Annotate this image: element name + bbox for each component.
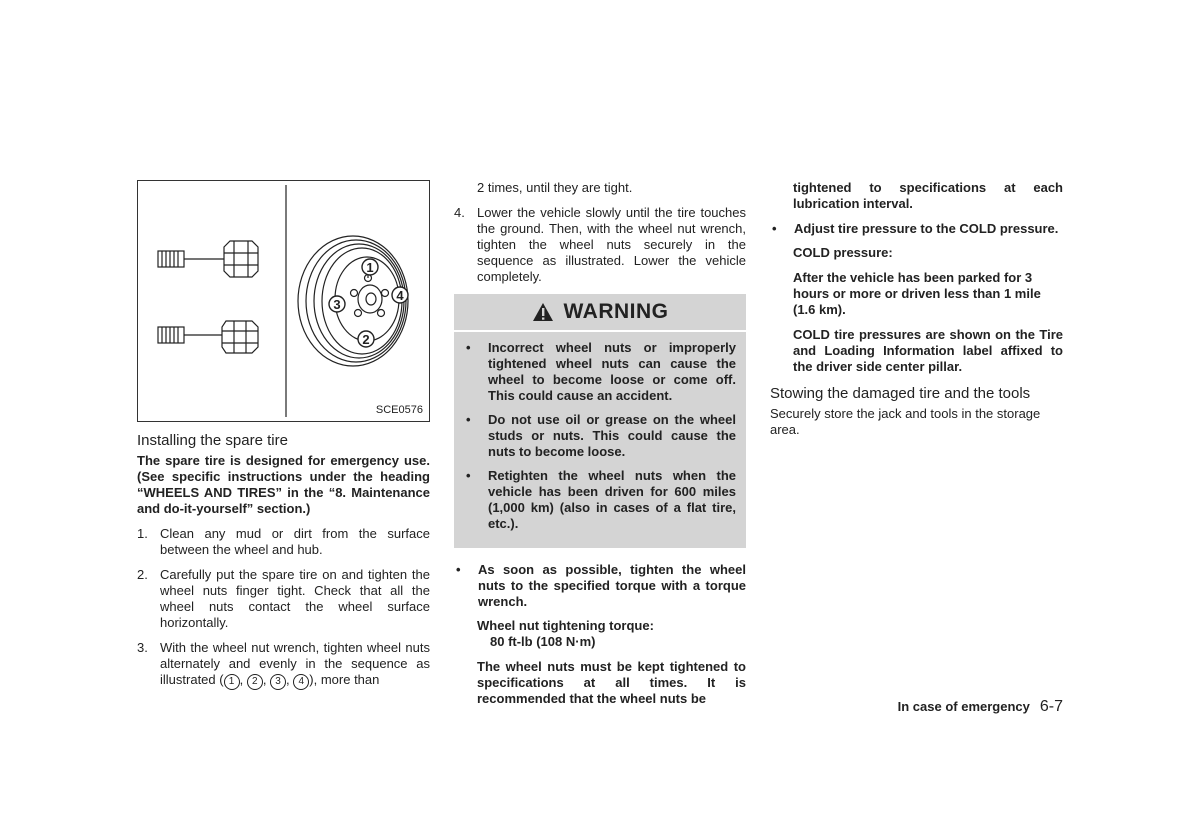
bullet-dot: •	[466, 468, 471, 483]
spare-tire-icon	[298, 236, 408, 366]
warning-header	[454, 294, 746, 332]
sequence-label-3: 3	[333, 297, 341, 312]
warning-list	[464, 340, 736, 532]
cold-pressure-label: COLD pressure:	[793, 245, 893, 260]
sequence-label-4: 4	[396, 288, 404, 303]
keep-tight-text: The wheel nuts must be kept tightened to specifications at all times. It is recommended that the wheel nuts be	[477, 659, 746, 706]
pressure-bullet	[770, 221, 1063, 237]
bullet-dot: •	[772, 221, 777, 236]
bullet-text: As soon as possible, tighten the wheel nuts to the specified torque with a torque wrench.	[478, 562, 746, 609]
bullet-dot: •	[456, 562, 461, 577]
intro-text: The spare tire is designed for emergency use. (See specific instructions under the heading “WHEELS AND TIRES” in the “8. Maintenance and do-it-yourself” section.)	[137, 453, 430, 516]
bullet-text: Adjust tire pressure to the COLD pressure.	[794, 221, 1059, 236]
footer-section: In case of emergency	[897, 699, 1030, 714]
warning-text: Incorrect wheel nuts or improperly tightened wheel nuts can cause the wheel to become loose or come off. This could cause an accident.	[488, 340, 736, 403]
spare-tire-figure	[137, 180, 430, 422]
warning-title: WARNING	[563, 300, 669, 323]
torque-bullet	[454, 562, 746, 610]
step-item	[137, 526, 430, 558]
left-column	[137, 180, 430, 699]
warning-triangle-icon	[532, 302, 554, 322]
circled-number-2: 2	[247, 674, 263, 690]
step-number: 2.	[137, 567, 148, 582]
step-number: 4.	[454, 205, 465, 220]
cold-pressure-note: COLD tire pressures are shown on the Tire and Loading Information label affixed to the driver side center pillar.	[793, 327, 1063, 374]
step3-continuation: 2 times, until they are tight.	[477, 180, 633, 195]
right-column	[770, 180, 1063, 438]
step-text: Clean any mud or dirt from the surface between the wheel and hub.	[160, 526, 430, 557]
warning-box	[454, 294, 746, 548]
separator: ,	[262, 672, 271, 687]
figure-code: SCE0576	[375, 404, 423, 416]
bullet-dot: •	[466, 412, 471, 427]
sequence-label-2: 2	[362, 332, 370, 347]
wheel-nut-icon	[158, 241, 258, 277]
stow-text: Securely store the jack and tools in the storage area.	[770, 406, 1041, 437]
torque-label: Wheel nut tightening torque:	[477, 618, 654, 633]
separator: ,	[286, 672, 294, 687]
separator: ,	[239, 672, 247, 687]
circled-number-4: 4	[293, 674, 309, 690]
keep-tight-continuation: tightened to specifications at each lubrication interval.	[793, 180, 1063, 211]
section-heading-stowing: Stowing the damaged tire and the tools	[770, 385, 1031, 402]
step-text: Lower the vehicle slowly until the tire touches the ground. Then, with the wheel nut wrench, tighten the wheel nuts securely in the sequence as illustrated. Lower the vehicle completely.	[477, 205, 746, 284]
step-text: With the wheel nut wrench, tighten wheel nuts alternately and evenly in the sequence as illustrated (	[160, 640, 430, 687]
step-text: Carefully put the spare tire on and tighten the wheel nuts finger tight. Check that all the wheel nuts contact the wheel surface horizontally.	[160, 567, 430, 630]
page-footer	[898, 698, 1063, 716]
warning-text: Do not use oil or grease on the wheel studs or nuts. This could cause the nuts to become loose.	[488, 412, 736, 459]
pressure-bullet-list	[770, 221, 1063, 237]
step-number: 1.	[137, 526, 148, 541]
step-number: 3.	[137, 640, 148, 655]
wheel-nut-icon	[158, 321, 258, 353]
section-heading-installing: Installing the spare tire	[137, 432, 288, 449]
circled-number-1: 1	[224, 674, 240, 690]
torque-value: 80 ft-lb (108 N·m)	[490, 634, 596, 649]
wheel-nut-illustration	[138, 181, 429, 421]
torque-bullet-list	[454, 562, 746, 610]
step-item	[137, 640, 430, 690]
page-number: 6-7	[1039, 698, 1063, 715]
steps-list	[137, 526, 430, 690]
bullet-dot: •	[466, 340, 471, 355]
warning-item	[464, 412, 736, 460]
step-item	[137, 567, 430, 631]
circled-number-3: 3	[270, 674, 286, 690]
warning-item	[464, 468, 736, 532]
warning-item	[464, 340, 736, 404]
middle-column	[454, 180, 746, 707]
warning-text: Retighten the wheel nuts when the vehicle has been driven for 600 miles (1,000 km) (also in cases of a flat tire, etc.).	[488, 468, 736, 531]
step-text-end: ), more than	[309, 672, 380, 687]
sequence-label-1: 1	[366, 260, 374, 275]
cold-pressure-definition: After the vehicle has been parked for 3 hours or more or driven less than 1 mile (1.6 km).	[793, 270, 1041, 317]
step-item	[454, 205, 746, 285]
steps-list-cont	[454, 205, 746, 285]
